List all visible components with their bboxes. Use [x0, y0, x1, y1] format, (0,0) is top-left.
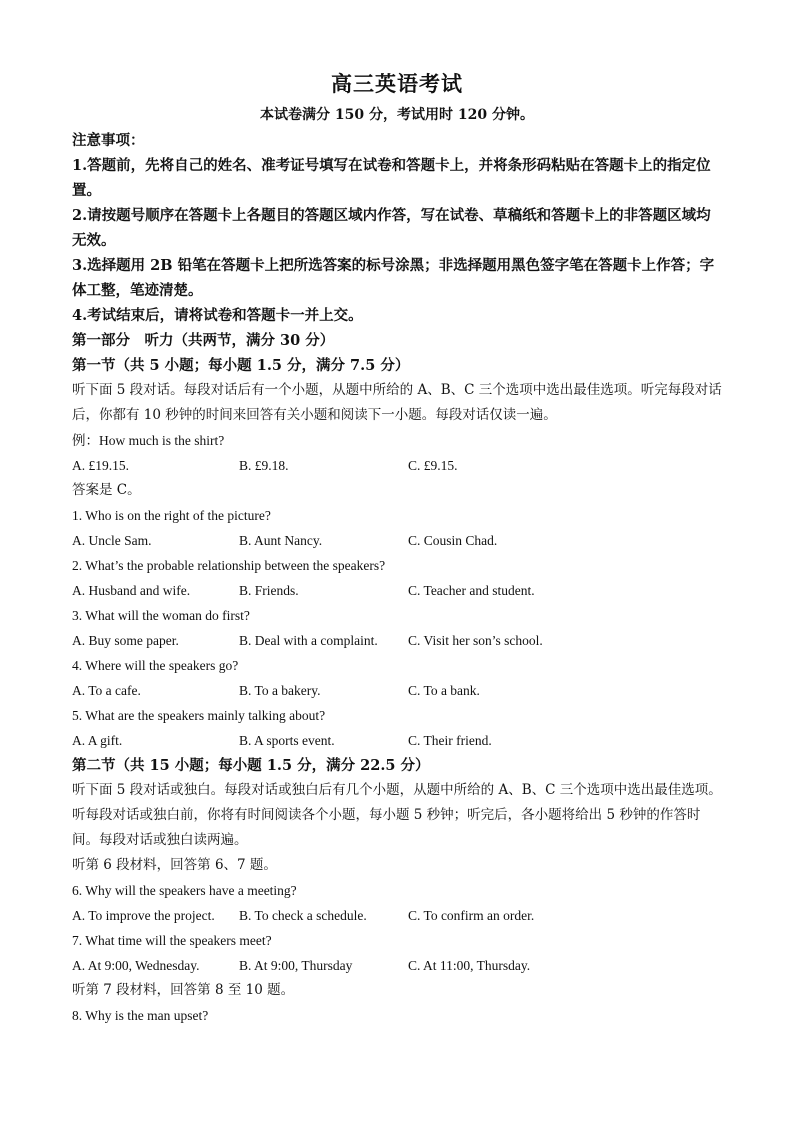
example-answer: 答案是 C。 [72, 482, 141, 498]
option-c: C. £9.15. [408, 458, 458, 473]
option-c: C. Their friend. [408, 733, 492, 748]
option-b: B. At 9:00, Thursday [239, 958, 353, 973]
option-c: C. Cousin Chad. [408, 533, 498, 548]
question-5: 5. What are the speakers mainly talking about? [72, 708, 326, 723]
question-5-options [72, 728, 724, 753]
example-question: 例：How much is the shirt? [72, 433, 225, 448]
question-7-options [72, 953, 724, 978]
section1-heading: 第一节（共 5 小题；每小题 1.5 分，满分 7.5 分） [72, 357, 410, 374]
question-8: 8. Why is the man upset? [72, 1008, 209, 1023]
option-a: A. Uncle Sam. [72, 533, 152, 548]
material-6-note: 听第 6 段材料，回答第 6、7 题。 [72, 857, 277, 873]
part1-heading: 第一部分 听力（共两节，满分 30 分） [72, 332, 335, 349]
option-b: B. Aunt Nancy. [239, 533, 323, 548]
question-1-options [72, 528, 724, 553]
exam-content [72, 128, 724, 1028]
option-a: A. A gift. [72, 733, 123, 748]
question-6: 6. Why will the speakers have a meeting? [72, 883, 297, 898]
question-3-options [72, 628, 724, 653]
option-c: C. Visit her son’s school. [408, 633, 543, 648]
option-b: B. £9.18. [239, 458, 289, 473]
page-subtitle: 本试卷满分 150 分，考试用时 120 分钟。 [260, 107, 534, 123]
question-4-options [72, 678, 724, 703]
option-c: C. At 11:00, Thursday. [408, 958, 531, 973]
option-a: A. Husband and wife. [72, 583, 191, 598]
question-2-options [72, 578, 724, 603]
option-a: A. To a cafe. [72, 683, 141, 698]
section2-instructions: 听下面 5 段对话或独白。每段对话或独白后有几个小题，从题中所给的 A、B、C 三个选项中选出最佳选项。听每段对话或独白前，你将有时间阅读各个小题，每小题 5 秒钟；听完后，各小题将给出 5 秒钟的作答时间。每段对话或独白读两遍。 [72, 782, 722, 848]
note-2: 2.请按题号顺序在答题卡上各题目的答题区域内作答，写在试卷、草稿纸和答题卡上的非答题区域均无效。 [72, 207, 711, 249]
option-a: A. At 9:00, Wednesday. [72, 958, 200, 973]
question-1: 1. Who is on the right of the picture? [72, 508, 271, 523]
option-a: A. To improve the project. [72, 908, 215, 923]
option-b: B. Friends. [239, 583, 299, 598]
section2-heading: 第二节（共 15 小题；每小题 1.5 分，满分 22.5 分） [72, 757, 430, 774]
section1-instructions: 听下面 5 段对话。每段对话后有一个小题，从题中所给的 A、B、C 三个选项中选出最佳选项。听完每段对话后，你都有 10 秒钟的时间来回答有关小题和阅读下一小题。每段对话仅读一遍。 [72, 382, 722, 423]
page-title: 高三英语考试 [331, 71, 463, 96]
notes-heading: 注意事项： [72, 132, 145, 149]
option-b: B. To check a schedule. [239, 908, 367, 923]
example-options [72, 453, 724, 478]
note-4: 4.考试结束后，请将试卷和答题卡一并上交。 [72, 307, 363, 324]
question-4: 4. Where will the speakers go? [72, 658, 239, 673]
question-7: 7. What time will the speakers meet? [72, 933, 272, 948]
option-a: A. Buy some paper. [72, 633, 179, 648]
material-7-note: 听第 7 段材料，回答第 8 至 10 题。 [72, 982, 295, 998]
question-2: 2. What’s the probable relationship between the speakers? [72, 558, 386, 573]
option-c: C. To confirm an order. [408, 908, 535, 923]
question-3: 3. What will the woman do first? [72, 608, 250, 623]
option-c: C. To a bank. [408, 683, 480, 698]
option-b: B. Deal with a complaint. [239, 633, 378, 648]
option-b: B. A sports event. [239, 733, 335, 748]
question-6-options [72, 903, 724, 928]
note-3: 3.选择题用 2B 铅笔在答题卡上把所选答案的标号涂黑；非选择题用黑色签字笔在答题卡上作答；字体工整，笔迹清楚。 [72, 257, 715, 299]
note-1: 1.答题前，先将自己的姓名、准考证号填写在试卷和答题卡上，并将条形码粘贴在答题卡上的指定位置。 [72, 157, 711, 199]
option-c: C. Teacher and student. [408, 583, 535, 598]
option-b: B. To a bakery. [239, 683, 321, 698]
option-a: A. £19.15. [72, 458, 129, 473]
